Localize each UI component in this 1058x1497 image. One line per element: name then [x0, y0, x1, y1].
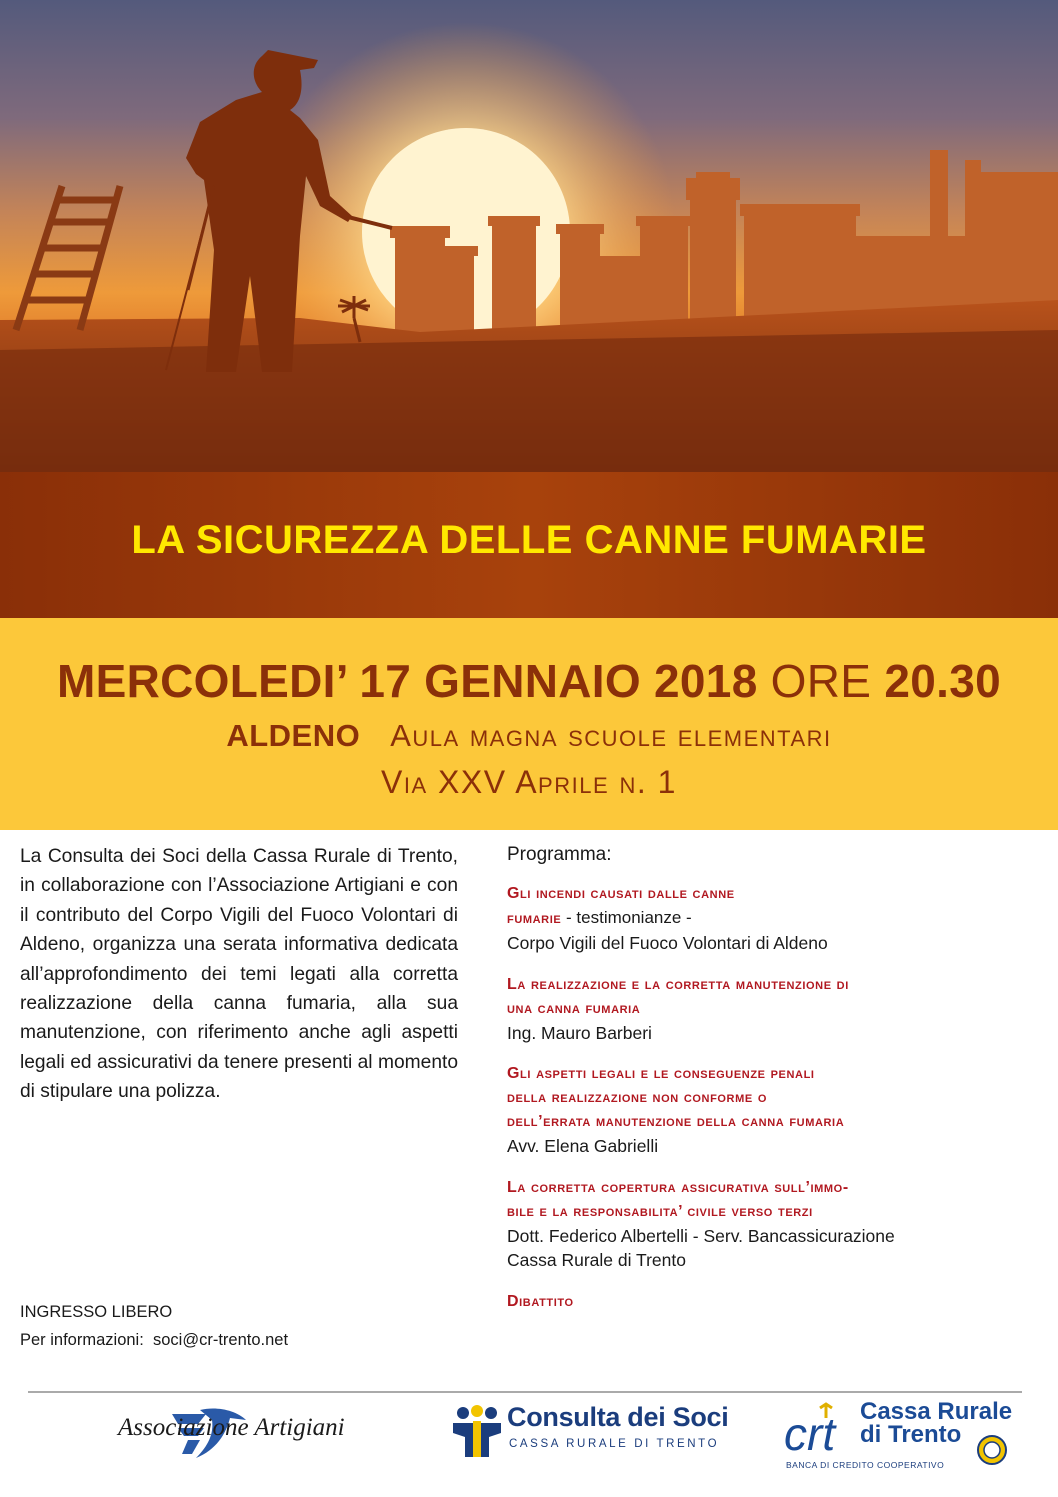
- program-item-title: [507, 973, 1027, 1021]
- crt-logo-mark: crt: [784, 1408, 836, 1458]
- event-ore-label: ORE: [770, 655, 872, 707]
- program-item-title-line: La realizzazione e la corretta manutenzione di: [507, 975, 849, 993]
- intro-paragraph: La Consulta dei Soci della Cassa Rurale di Trento, in collaborazione con l’Associazione Artigiani e con il contributo del Corpo Vigili del Fuoco Volontari di Aldeno, organizza una serata informativa dedicata all’approfondimento dei temi legati alla corretta realizzazione della canna fumaria, alla sua manutenzione, con riferimento anche agli aspetti legali ed assicurativi da tenere presenti al momento di stipulare una polizza.: [20, 846, 458, 1103]
- crt-logo-name-line: di Trento: [860, 1421, 962, 1448]
- footer-divider: [28, 1391, 1022, 1393]
- program-title: Programma:: [507, 844, 612, 865]
- program-item-speaker: Dott. Federico Albertelli - Serv. Bancassicurazione: [507, 1225, 895, 1246]
- event-day: MERCOLEDI’ 17 GENNAIO 2018: [57, 655, 758, 707]
- program-section: [507, 844, 1027, 1331]
- program-item-title-line: La corretta copertura assicurativa sull’immo-: [507, 1178, 849, 1196]
- program-item-title: [507, 1176, 1027, 1224]
- hero-illustration: [0, 0, 1058, 472]
- program-item-title-line: della realizzazione non conforme o: [507, 1089, 768, 1106]
- event-date: [0, 654, 1058, 708]
- event-place: [0, 718, 1058, 754]
- consulta-logo-subtitle: CASSA RURALE DI TRENTO: [509, 1438, 720, 1450]
- program-item-title-line: dell’errata manutenzione della canna fumaria: [507, 1113, 845, 1130]
- crt-logo-icon: [782, 1400, 858, 1458]
- entry-info: [20, 1298, 288, 1354]
- event-address: Via XXV Aprile n. 1: [381, 764, 677, 800]
- info-line: [20, 1326, 288, 1354]
- program-item: [507, 973, 1027, 1046]
- crt-logo-subtitle: BANCA DI CREDITO COOPERATIVO: [786, 1460, 945, 1470]
- program-item-title-line: [507, 906, 1027, 931]
- crt-logo-name-line: Cassa Rurale: [860, 1398, 1013, 1425]
- program-item-title: Dibattito: [507, 1292, 574, 1310]
- program-item-speaker-org: Cassa Rurale di Trento: [507, 1250, 686, 1270]
- program-item-title: [507, 882, 1027, 931]
- program-item-title-line: Gli aspetti legali e le conseguenze penali: [507, 1065, 815, 1082]
- consulta-logo-icon: [451, 1403, 503, 1459]
- info-email[interactable]: soci@cr-trento.net: [152, 1331, 289, 1349]
- event-title: LA SICUREZZA DELLE CANNE FUMARIE: [131, 518, 927, 562]
- program-item-title-line: Gli incendi causati dalle canne: [507, 885, 735, 902]
- program-item: [507, 1062, 1027, 1159]
- program-item-title-line: una canna fumaria: [507, 999, 641, 1017]
- program-item-title-line: bile e la responsabilita’ civile verso terzi: [507, 1202, 813, 1220]
- program-item-note: - testimonianze -: [561, 908, 692, 927]
- event-time: 20.30: [884, 655, 1001, 707]
- program-item-title: [507, 1062, 1027, 1134]
- consulta-logo-name: Consulta dei Soci: [507, 1402, 729, 1432]
- program-item-speaker: Ing. Mauro Barberi: [507, 1022, 652, 1043]
- event-venue: Aula magna scuole elementari: [390, 718, 832, 753]
- program-item: [507, 1290, 1027, 1314]
- program-item: [507, 1176, 1027, 1273]
- program-item: [507, 882, 1027, 956]
- entry-label: INGRESSO LIBERO: [20, 1303, 173, 1321]
- info-label: Per informazioni:: [20, 1331, 144, 1349]
- program-item-speaker: Corpo Vigili del Fuoco Volontari di Aldeno: [507, 933, 828, 953]
- crt-seal-icon: [976, 1434, 1008, 1466]
- artigiani-logo-name: Associazione Artigiani: [118, 1414, 345, 1441]
- program-item-speaker: Avv. Elena Gabrielli: [507, 1136, 659, 1156]
- event-town: ALDENO: [226, 718, 361, 753]
- program-item-title-text: fumarie: [507, 910, 562, 927]
